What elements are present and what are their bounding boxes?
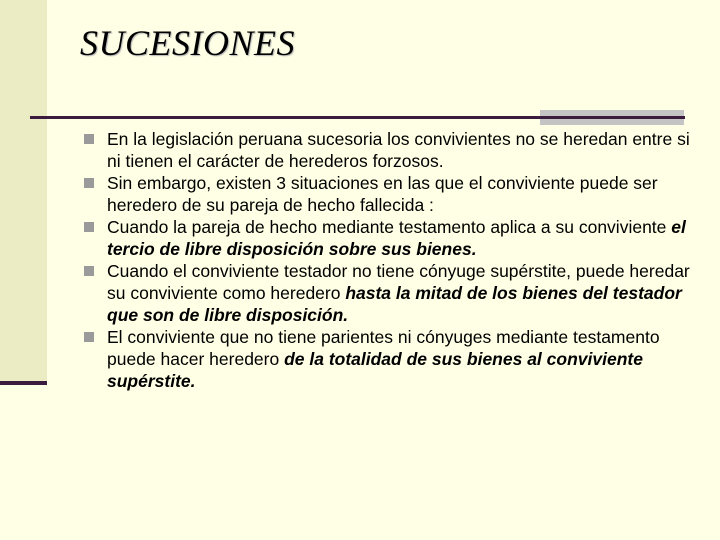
bullet-text: Sin embargo, existen 3 situaciones en las que el conviviente puede ser heredero de su pareja de hecho fallecida :: [107, 173, 658, 215]
side-decoration-rule: [0, 381, 47, 385]
bullet-text: El conviviente que no tiene parientes ni cónyuges mediante testamento puede hacer heredero: [107, 327, 660, 369]
bullet-item: [84, 172, 694, 216]
bullet-list: [84, 128, 694, 392]
bullet-item: [84, 260, 694, 326]
bullet-text: En la legislación peruana sucesoria los convivientes no se heredan entre si ni tienen el carácter de herederos forzosos.: [107, 129, 690, 171]
side-decoration-band: [0, 0, 47, 382]
bullet-emphasis: de la totalidad de sus bienes al conviviente supérstite.: [107, 349, 643, 391]
square-bullet-icon: [84, 222, 94, 232]
square-bullet-icon: [84, 178, 94, 188]
bullet-emphasis: el tercio de libre disposición sobre sus bienes.: [107, 217, 686, 259]
title-rule-accent-lower: [540, 119, 684, 125]
title-underline-rule: [30, 116, 685, 119]
square-bullet-icon: [84, 332, 94, 342]
bullet-item: [84, 326, 694, 392]
square-bullet-icon: [84, 266, 94, 276]
bullet-item: [84, 128, 694, 172]
bullet-item: [84, 216, 694, 260]
bullet-text: Cuando el conviviente testador no tiene cónyuge supérstite, puede heredar su conviviente como heredero: [107, 261, 690, 303]
square-bullet-icon: [84, 134, 94, 144]
bullet-emphasis: hasta la mitad de los bienes del testador que son de libre disposición.: [107, 283, 682, 325]
slide-title: SUCESIONES: [80, 23, 295, 63]
bullet-text: Cuando la pareja de hecho mediante testamento aplica a su conviviente: [107, 217, 672, 237]
